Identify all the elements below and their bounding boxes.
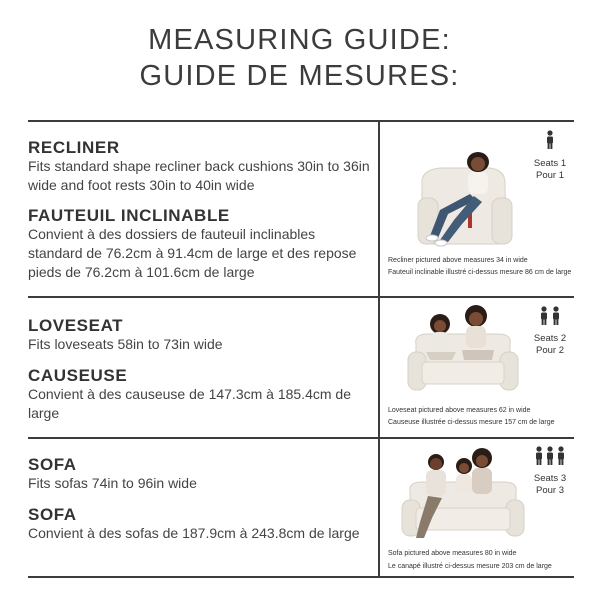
recliner-description-fr: Convient à des dossiers de fauteuil inclinables standard de 76.2cm à 91.4cm de large et des repose pieds de 76.2cm à 101.6cm de large (28, 226, 357, 280)
sofa-title-fr: SOFA (28, 505, 77, 524)
recliner-title: RECLINER (28, 138, 120, 157)
loveseat-title: LOVESEAT (28, 316, 124, 335)
page-subtitle: GUIDE DE MESURES: (139, 60, 460, 92)
seats-label: Seats 3 (533, 473, 567, 484)
sofa-description: Fits sofas 74in to 96in wide (28, 475, 197, 491)
sofa-title: SOFA (28, 455, 77, 474)
two-people-icon (522, 306, 578, 328)
loveseat-description: Fits loveseats 58in to 73in wide (28, 336, 223, 352)
divider-2 (28, 437, 574, 439)
recliner-description: Fits standard shape recliner back cushions 30in to 36in wide and foot rests 30in to 40in wide (28, 158, 370, 193)
column-divider (378, 122, 380, 576)
loveseat-title-fr: CAUSEUSE (28, 366, 128, 385)
recliner-photo (410, 140, 520, 252)
loveseat-description-fr: Convient à des causeuse de 147.3cm à 185.4cm de large (28, 386, 351, 421)
recliner-caption-fr: Fauteuil inclinable illustré ci-dessus mesure 86 cm de large (388, 269, 572, 276)
person-icon (522, 130, 578, 152)
loveseat-photo (402, 300, 522, 396)
seats-label: Seats 2 (533, 333, 567, 344)
seats-label: Seats 1 (533, 158, 567, 169)
seats-label-fr: Pour 3 (536, 485, 564, 496)
loveseat-caption: Loveseat pictured above measures 62 in wide (388, 407, 531, 414)
divider-1 (28, 296, 574, 298)
three-people-icon (522, 446, 578, 468)
sofa-photo (398, 446, 526, 544)
sofa-caption: Sofa pictured above measures 80 in wide (388, 550, 517, 557)
recliner-title-fr: FAUTEUIL INCLINABLE (28, 206, 230, 225)
divider-bottom (28, 576, 574, 578)
seats-label-fr: Pour 2 (536, 345, 564, 356)
recliner-caption: Recliner pictured above measures 34 in wide (388, 257, 528, 264)
sofa-description-fr: Convient à des sofas de 187.9cm à 243.8cm de large (28, 525, 360, 541)
sofa-caption-fr: Le canapé illustré ci-dessus mesure 203 cm de large (388, 563, 552, 570)
page-title: MEASURING GUIDE: (148, 24, 451, 56)
seats-label-fr: Pour 1 (536, 170, 564, 181)
divider-top (28, 120, 574, 122)
loveseat-caption-fr: Causeuse illustrée ci-dessus mesure 157 cm de large (388, 419, 555, 426)
